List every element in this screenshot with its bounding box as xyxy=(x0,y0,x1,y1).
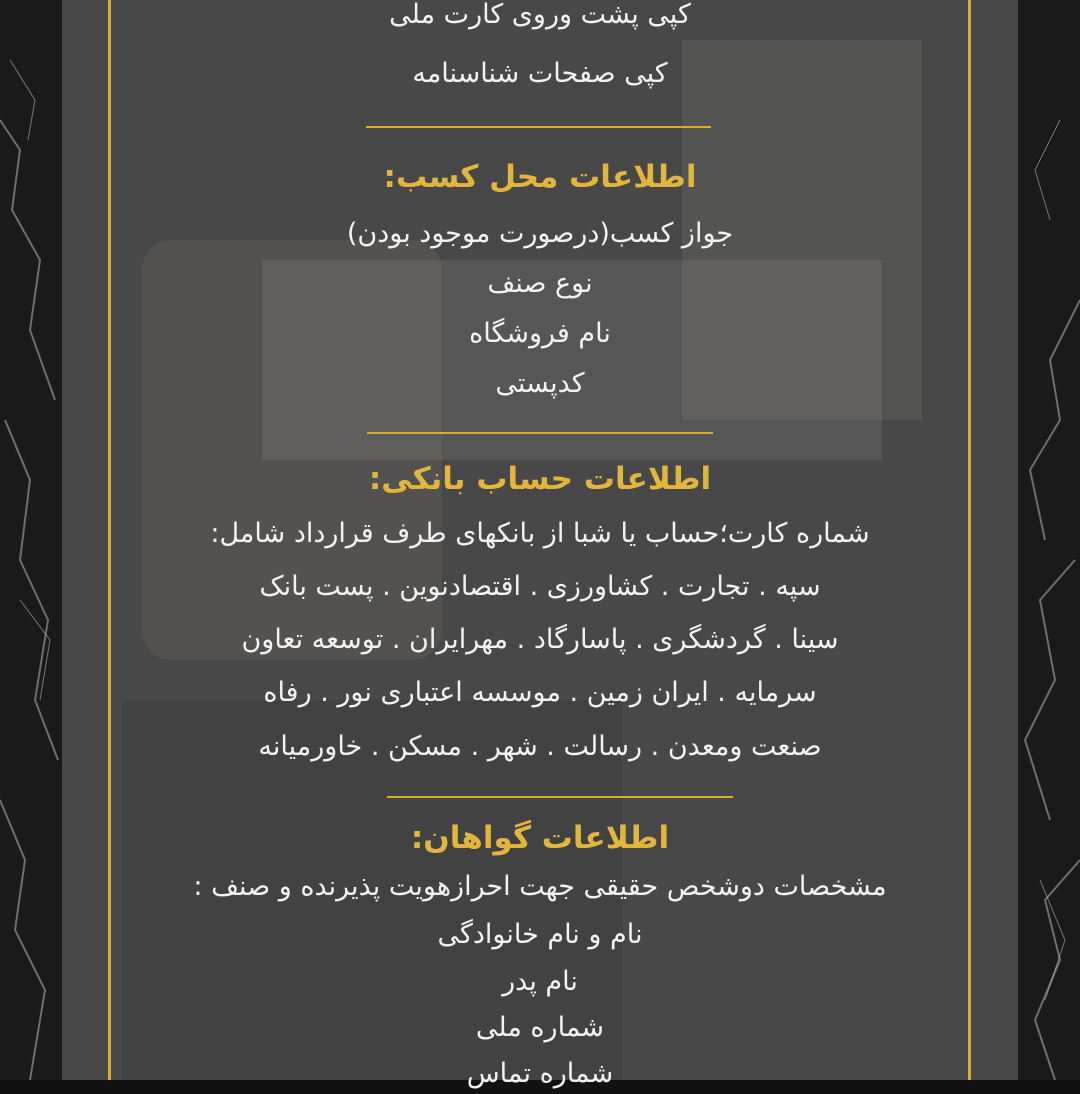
witness-item: شماره ملی xyxy=(475,1012,605,1043)
bank-list-line: سینا . گردشگری . پاسارگاد . مهرایران . توسعه تعاون xyxy=(241,624,839,655)
witness-item: نام و نام خانوادگی xyxy=(437,919,643,950)
bank-heading: اطلاعات حساب بانکی: xyxy=(368,461,712,497)
business-item: نوع صنف xyxy=(487,268,593,299)
section-divider xyxy=(387,796,733,798)
business-item: جواز کسب(درصورت موجود بودن) xyxy=(346,218,734,249)
witness-heading: اطلاعات گواهان: xyxy=(410,820,670,856)
section-divider xyxy=(367,432,713,434)
business-heading: اطلاعات محل کسب: xyxy=(383,159,697,195)
doc-item: کپی صفحات شناسنامه xyxy=(412,58,668,89)
business-item: کدپستی xyxy=(495,368,585,399)
bank-list-line: سرمایه . ایران زمین . موسسه اعتباری نور . رفاه xyxy=(263,677,817,708)
bank-list-line: صنعت ومعدن . رسالت . شهر . مسکن . خاورمیانه xyxy=(258,731,822,762)
bank-list-line: سپه . تجارت . کشاورزی . اقتصادنوین . پست بانک xyxy=(259,571,821,602)
section-divider xyxy=(366,126,711,128)
witness-intro: مشخصات دوشخص حقیقی جهت احرازهویت پذیرنده و صنف : xyxy=(193,871,887,902)
business-item: نام فروشگاه xyxy=(469,318,611,349)
witness-item: شماره تماس xyxy=(466,1058,614,1089)
witness-item: نام پدر xyxy=(502,966,578,997)
bank-intro: شماره کارت؛حساب یا شبا از بانکهای طرف قرارداد شامل: xyxy=(210,518,870,549)
doc-item: کپی پشت وروی کارت ملی xyxy=(389,0,691,30)
